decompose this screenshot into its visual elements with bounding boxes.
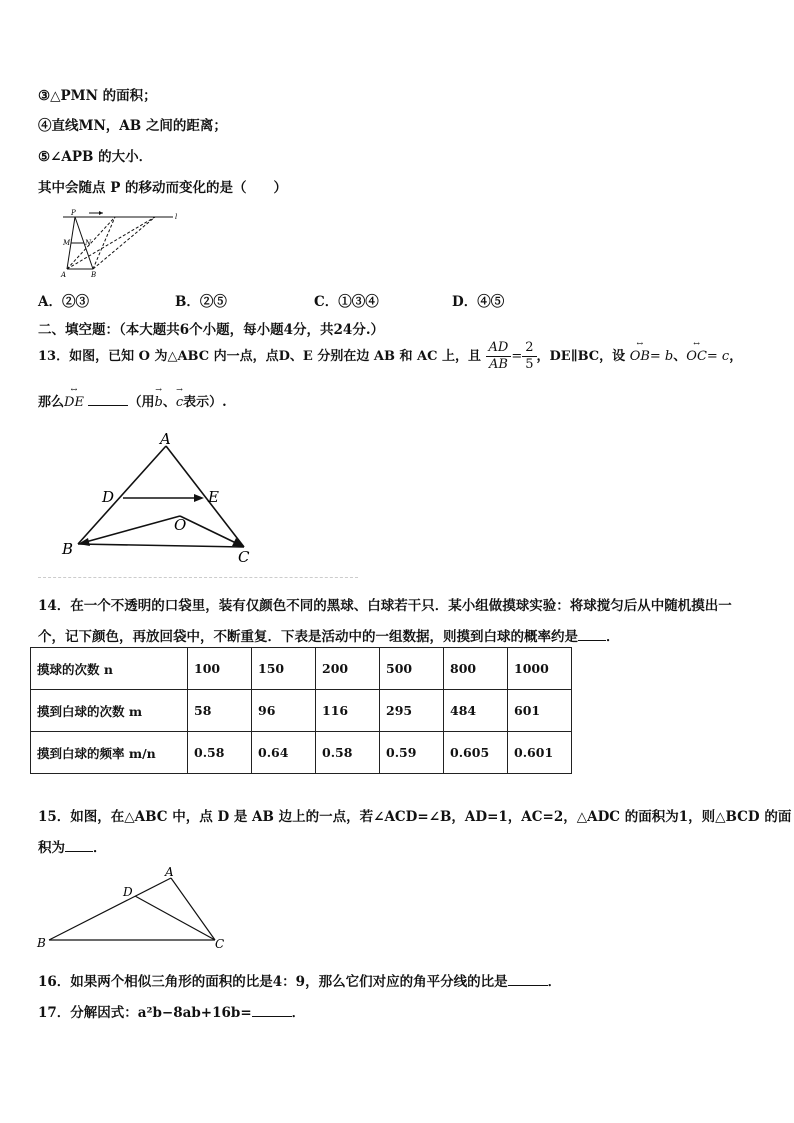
q13-value-fraction: $\frac{2}{5}$ [522, 340, 536, 373]
fig12-label-n: N [85, 239, 92, 247]
answer-blank [65, 839, 93, 852]
table-cell: 0.605 [444, 732, 508, 774]
q12-item-5: ⑤∠APB 的大小． [38, 149, 153, 165]
q14-line2: 个，记下颜色，再放回袋中，不断重复．下表是活动中的一组数据，则摸到白球的概率约是 ． [38, 629, 620, 645]
q15-triangle-figure [35, 862, 235, 952]
table-row [31, 648, 572, 690]
answer-blank [88, 393, 128, 406]
fig13-label-c: C [238, 548, 250, 565]
table-row [31, 732, 572, 774]
divider [38, 577, 358, 578]
answer-blank [578, 628, 606, 641]
option-a: A．②③ [38, 294, 89, 310]
q13-ratio-fraction: $\frac{AD}{AB}$ [486, 340, 512, 373]
q12-item-3: ③△PMN 的面积； [38, 88, 157, 104]
section-title: 二、填空题：（本大题共6个小题，每小题4分，共24分.） [38, 322, 385, 338]
q12-question: 其中会随点 P 的移动而变化的是（ ） [38, 180, 288, 196]
vector-de: ↔ DE [64, 395, 84, 410]
option-c: C．①③④ [314, 294, 379, 310]
q14-line1: 14．在一个不透明的口袋里，装有仅颜色不同的黑球、白球若干只．某小组做摸球实验：将球搅匀后从中随机摸出一 [38, 598, 732, 614]
table-cell: 0.58 [316, 732, 380, 774]
q15-line1: 15．如图，在△ABC 中，点 D 是 AB 边上的一点，若∠ACD=∠B，AD=1，AC=2，△ADC 的面积为1，则△BCD 的面 [38, 809, 792, 825]
fig15-label-c: C [215, 937, 225, 951]
table-cell: 0.59 [380, 732, 444, 774]
table-cell: 96 [252, 690, 316, 732]
q13-line2: 那么↔ DE （用→ b、→ c表示）. [38, 391, 227, 410]
table-cell: 0.58 [188, 732, 252, 774]
row-header: 摸球的次数 n [31, 648, 188, 690]
q13-line1: 13．如图，已知 O 为△ABC 内一点，点D、E 分别在边 AB 和 AC 上，且 $\frac{AD}{AB}$ = $\frac{2}{5}$ ，DE∥BC，设 ↔ OB= b、↔ OC= c， [38, 340, 742, 373]
answer-blank [252, 1004, 292, 1017]
table-row [31, 690, 572, 732]
fig12-label-l: l [175, 213, 178, 221]
q13-triangle-figure [60, 430, 260, 565]
fig12-label-a: A [61, 271, 67, 279]
fig13-label-a: A [160, 430, 171, 448]
fig13-label-e: E [208, 488, 219, 506]
table-cell: 500 [380, 648, 444, 690]
fig13-label-o: O [174, 516, 187, 534]
fig13-label-b: B [62, 540, 74, 558]
table-cell: 601 [508, 690, 572, 732]
fig15-label-b: B [37, 936, 46, 950]
fig13-label-d: D [102, 488, 115, 506]
fig12-label-b: B [91, 271, 97, 279]
fig15-label-d: D [123, 885, 133, 899]
option-b: B．②⑤ [175, 294, 227, 310]
table-cell: 0.64 [252, 732, 316, 774]
table-cell: 150 [252, 648, 316, 690]
option-d: D．④⑤ [452, 294, 505, 310]
q12-figure [55, 205, 185, 280]
table-cell: 295 [380, 690, 444, 732]
q15-line2: 积为 ． [38, 840, 107, 856]
table-cell: 1000 [508, 648, 572, 690]
answer-blank [508, 973, 548, 986]
table-cell: 800 [444, 648, 508, 690]
row-header: 摸到白球的次数 m [31, 690, 188, 732]
fig15-label-a: A [165, 865, 174, 879]
table-cell: 200 [316, 648, 380, 690]
fig12-label-m: M [63, 239, 71, 247]
q16: 16．如果两个相似三角形的面积的比是4：9，那么它们对应的角平分线的比是 ． [38, 974, 562, 990]
q12-item-4: ④直线MN，AB 之间的距离； [38, 118, 227, 134]
fig12-label-p: P [71, 209, 76, 217]
table-cell: 100 [188, 648, 252, 690]
table-cell: 116 [316, 690, 380, 732]
frequency-table [30, 647, 572, 774]
table-cell: 0.601 [508, 732, 572, 774]
table-cell: 58 [188, 690, 252, 732]
vector-ob: ↔ OB [630, 349, 650, 364]
row-header: 摸到白球的频率 m/n [31, 732, 188, 774]
table-cell: 484 [444, 690, 508, 732]
vector-oc: ↔ OC [686, 349, 707, 364]
q17: 17．分解因式：a²b−8ab+16b= ． [38, 1005, 306, 1021]
